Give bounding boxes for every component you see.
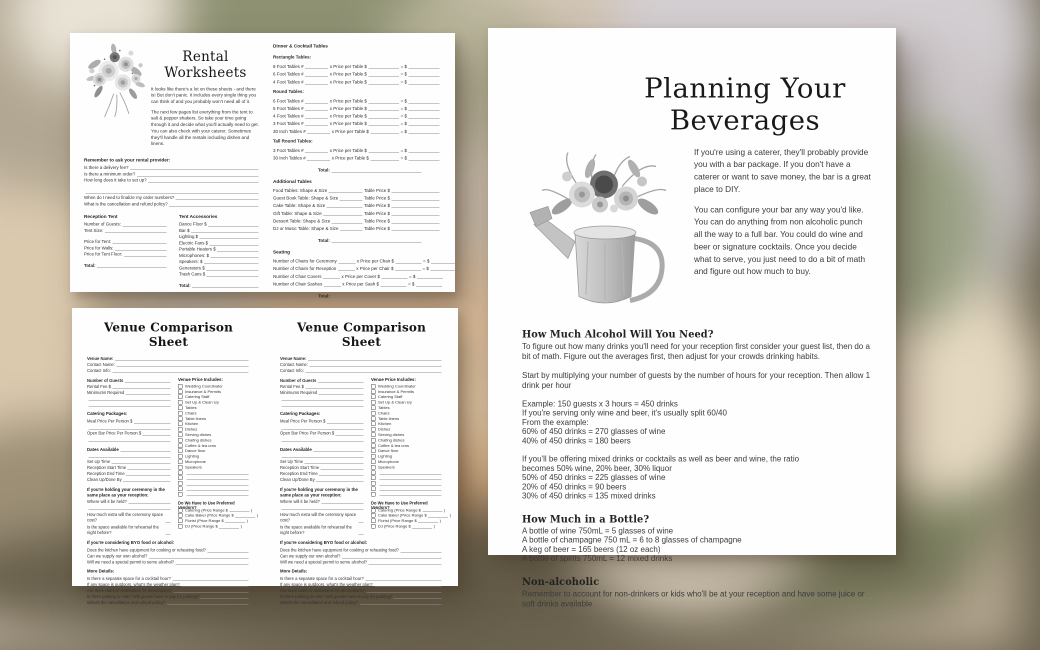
- form-line: Contact Info:: [280, 367, 443, 373]
- checkbox-row: Chafing dishes: [371, 437, 443, 442]
- form-line: What's the cancellation and refund policy?: [280, 599, 443, 605]
- form-line: Speakers: $: [179, 258, 260, 264]
- checkbox-row: Dishes: [371, 427, 443, 432]
- checkbox-icon: [371, 508, 376, 513]
- checkbox-icon: [371, 519, 376, 524]
- venue-right-column: Venue Price Includes: Wedding Coordinator Insurance & Permits Catering Staff Set Up & Clean Up Tables Chairs Table linens Kitchen Dishes Serving dishes Chafing dishes Coffee & tea urns Dance floor Lighting Microphone Speakers Do We Have to Use Preferred Vendors? Catering (Price Range $ ) Cake Baker (Price Range $ ) Florist (Price Range $ ) DJ (Price Range $ ): [371, 377, 452, 529]
- section-heading: How Much Alcohol Will You Need?: [522, 328, 714, 340]
- checkbox-icon: [178, 389, 183, 394]
- table-row: 8 Foot Tables # x Price per Table $ = $: [273, 62, 441, 70]
- table-row: Gift Table: Shape & Size Table Price $: [273, 208, 441, 216]
- form-line: [87, 452, 172, 458]
- checkbox-icon: [178, 400, 183, 405]
- form-line: When do I need to finalize my order numbers?: [84, 194, 260, 200]
- checkbox-row: DJ (Price Range $ ): [178, 524, 250, 529]
- venue-right-column: Venue Price Includes: Wedding Coordinator Insurance & Permits Catering Staff Set Up & Clean Up Tables Chairs Table linens Kitchen Dishes Serving dishes Chafing dishes Coffee & tea urns Dance floor Lighting Microphone Speakers Do We Have to Use Preferred Vendors? Catering (Price Range $ ) Cake Baker (Price Range $ ) Florist (Price Range $ ) DJ (Price Range $ ): [178, 377, 259, 529]
- form-line: Reception Start Time: [87, 464, 172, 470]
- form-line: Is there parking on site? Will guests have to pay for parking?: [87, 593, 250, 599]
- table-row: DJ or Music Table: Shape & Size Table Price $: [273, 223, 441, 231]
- checkbox-icon: [371, 416, 376, 421]
- beverages-hero: [522, 146, 871, 316]
- rental-header: [84, 43, 260, 151]
- checkbox-row: Kitchen: [371, 421, 443, 426]
- form-line: Rental Fee $: [87, 383, 172, 389]
- checkbox-icon: [178, 416, 183, 421]
- mixed-drinks-block: If you'll be offering mixed drinks or cocktails as well as beer and wine, the ratio becomes 50% wine, 20% beer, 30% liquor 50% of 450 drinks = 225 glasses of wine 20% of 450 drinks = 90 beers 30% of 450 drinks = 135 mixed drinks: [522, 455, 800, 501]
- table-row: 3 Foot Tables # x Price per Table $ = $: [273, 119, 441, 127]
- form-line: Open Bar Price Per Person $: [87, 430, 172, 436]
- checkbox-row: Catering Staff: [371, 394, 443, 399]
- form-line: Meal Price Per Person $: [87, 418, 172, 424]
- checkbox-icon: [178, 470, 183, 475]
- checkbox-row: Serving dishes: [178, 432, 250, 437]
- form-line: Tent Size:: [84, 227, 168, 233]
- form-line: Open Bar Price Per Person $: [280, 430, 365, 436]
- form-line: [87, 436, 172, 442]
- checkbox-row: [178, 486, 250, 491]
- venue-bottom-section: If you're considering BYO food or alcohol: Does the kitchen have equipment for cooking or reheating food? Can we supply our own alcohol? Will we need a special permit to serve alcohol? More Details: Is there a separate space for a cocktail hour? If any space is outdoors, what's the weather plan? Are there rules or restrictions for decorations? Is there parking on site? Will guests have to pay for parking? What's the cancellation and refund policy?: [280, 540, 443, 605]
- checkbox-icon: [178, 438, 183, 443]
- checkbox-icon: [178, 443, 183, 448]
- table-row: Food Tables: Shape & Size Table Price $: [273, 185, 441, 193]
- total-line: Total:: [179, 282, 260, 288]
- form-line: Reception Start Time: [280, 464, 365, 470]
- checkbox-icon: [371, 481, 376, 486]
- checkbox-icon: [178, 476, 183, 481]
- checkbox-row: Set Up & Clean Up: [371, 400, 443, 405]
- form-line: Price for Tent:: [84, 238, 168, 244]
- form-line: Set Up Time: [87, 458, 172, 464]
- checkbox-row: [178, 475, 250, 480]
- form-line: Is the space available for rehearsal the night before?: [87, 525, 172, 536]
- form-line: Will we need a special permit to serve alcohol?: [280, 559, 443, 565]
- form-line: Is there a delivery fee?: [84, 164, 260, 170]
- form-line: What is the cancellation and refund policy?: [84, 200, 260, 206]
- form-line: Can we supply our own alcohol?: [280, 553, 443, 559]
- form-line: If any space is outdoors, what's the weather plan?: [280, 581, 443, 587]
- form-line: Is there a separate space for a cocktail hour?: [280, 575, 443, 581]
- venue-columns: [87, 377, 259, 535]
- venue-sheet: [72, 308, 265, 606]
- checkbox-row: Coffee & tea urns: [178, 443, 250, 448]
- form-line: Clean Up/Done By: [87, 476, 172, 482]
- form-line: Where will it be held?: [87, 498, 172, 504]
- checkbox-row: Microphone: [371, 459, 443, 464]
- form-line: Contact Name:: [87, 361, 250, 367]
- table-row: 3 Foot Tables # x Price per Table $ = $: [273, 145, 441, 153]
- checkbox-row: [178, 491, 250, 496]
- beverages-page-content: [488, 28, 896, 609]
- table-row: 4 Foot Tables # x Price per Table $ = $: [273, 111, 441, 119]
- reception-tent-section: Reception Tent Number of Guests: Tent Size: Price for Tent: Price for Walls: Price for Tent Floor: Total:: [84, 213, 168, 288]
- checkbox-icon: [371, 384, 376, 389]
- form-line: Portable Heaters $: [179, 245, 260, 251]
- form-line: Lighting $: [179, 233, 260, 239]
- checkbox-icon: [178, 406, 183, 411]
- section-heading: Remember to ask your rental provider:: [84, 156, 171, 163]
- form-line: Venue Name:: [280, 355, 443, 361]
- checkbox-icon: [371, 443, 376, 448]
- checkbox-row: Lighting: [371, 454, 443, 459]
- checkbox-icon: [371, 524, 376, 529]
- checkbox-icon: [178, 465, 183, 470]
- table-row: 5 Foot Tables # x Price per Table $ = $: [273, 103, 441, 111]
- form-line: Price for Walls:: [84, 244, 168, 250]
- checkbox-row: Catering (Price Range $ ): [371, 507, 443, 512]
- form-line: Is there a minimum order?: [84, 170, 260, 176]
- checkbox-icon: [178, 433, 183, 438]
- rental-page-content: [70, 33, 455, 299]
- beverages-page: [488, 28, 896, 609]
- table-row: Number of Chairs for Reception x Price per Chair $ = $: [273, 264, 441, 272]
- checkbox-row: Dishes: [178, 427, 250, 432]
- section-heading: How Much in a Bottle?: [522, 513, 650, 525]
- table-row: Number of Chair Sashes x Price per Sash $ = $: [273, 279, 441, 287]
- checkbox-row: Wedding Coordinator: [178, 384, 250, 389]
- table-row: Number of Chair Covers x Price per Cover $ = $: [273, 271, 441, 279]
- form-line: Will we need a special permit to serve alcohol?: [87, 559, 250, 565]
- checkbox-icon: [178, 411, 183, 416]
- form-line: Reception End Time: [280, 470, 365, 476]
- form-line: Rental Fee $: [280, 383, 365, 389]
- venue-left-column: Number of Guests Rental Fee $ Minimums Required Catering Packages: Meal Price Per Person $ Open Bar Price Per Person $ Dates Available Set Up Time Reception Start Time Reception End Time Clean Up/Done By If you're holding your ceremony in the same place as your reception: Where will it be held? How much extra will the ceremony space cost? Is the space available for rehearsal the night before?: [280, 377, 365, 535]
- checkbox-icon: [178, 395, 183, 400]
- checkbox-icon: [371, 465, 376, 470]
- form-line: Number of Guests: [87, 377, 172, 383]
- form-line: Does the kitchen have equipment for cooking or reheating food?: [87, 547, 250, 553]
- form-line: Number of Guests:: [84, 220, 168, 226]
- form-line: Set Up Time: [280, 458, 365, 464]
- table-row: Number of Chairs for Ceremony x Price per Chair $ = $: [273, 256, 441, 264]
- tent-columns: [84, 213, 260, 288]
- table-row: Guest Book Table: Shape & Size Table Price $: [273, 193, 441, 201]
- checkbox-row: Set Up & Clean Up: [178, 400, 250, 405]
- checkbox-icon: [371, 460, 376, 465]
- beverages-body: How Much Alcohol Will You Need? To figure out how many drinks you'll need for your reception first consider your guest list, then do a bit of math. Figure out the averages first, then adjust for your crowds drinking habits. Start by multiplying your number of guests by the number of hours for your reception. Then allow 1 drink per hour Example: 150 guests x 3 hours = 450 drinks If you're serving only wine and beer, it's usually split 60/40 From the example: 60% of 450 drinks = 270 glasses of wine 40% of 450 drinks = 180 beers If you'll be offering mixed drinks or cocktails as well as beer and wine, the ratio becomes 50% wine, 20% beer, 30% liquor 50% of 450 drinks = 225 glasses of wine 20% of 450 drinks = 90 beers 30% of 450 drinks = 135 mixed drinks How Much in a Bottle? A bottle of wine 750mL = 5 glasses of wine A bottle of champagne 750 mL = 6 to 8 glasses of champagne A keg of beer = 165 beers (12 oz each) A bottle of spirits 750mL = 12 mixed drinks Non-alcoholic Remember to account for non-drinkers or kids who'll be at your reception and have some juice or soft drinks available: [522, 328, 878, 609]
- table-row: 30 Inch Tables # x Price per Table $ = $: [273, 153, 441, 161]
- form-line: Meal Price Per Person $: [280, 418, 365, 424]
- checkbox-icon: [178, 422, 183, 427]
- page-title: Rental Worksheets: [164, 49, 247, 81]
- bottle-block: A bottle of wine 750mL = 5 glasses of wine A bottle of champagne 750 mL = 6 to 8 glasses of champagne A keg of beer = 165 beers (12 oz each) A bottle of spirits 750mL = 12 mixed drinks: [522, 526, 742, 564]
- checkbox-icon: [178, 384, 183, 389]
- form-line: Where will it be held?: [280, 498, 365, 504]
- checkbox-icon: [371, 433, 376, 438]
- checkbox-row: DJ (Price Range $ ): [371, 524, 443, 529]
- checkbox-icon: [178, 460, 183, 465]
- rental-title-block: [148, 43, 260, 151]
- checkbox-row: Tables: [371, 405, 443, 410]
- checkbox-row: Florist (Price Range $ ): [178, 518, 250, 523]
- checkbox-row: Catering Staff: [178, 394, 250, 399]
- form-line: Microphones: $: [179, 252, 260, 258]
- form-line: Clean Up/Done By: [280, 476, 365, 482]
- form-line: If any space is outdoors, what's the weather plan?: [87, 581, 250, 587]
- total-line: Total:: [318, 165, 423, 173]
- checkbox-row: Catering (Price Range $ ): [178, 507, 250, 512]
- table-row: 30 Inch Tables # x Price per Table $ = $: [273, 126, 441, 134]
- checkbox-row: Chairs: [178, 410, 250, 415]
- page-title: Venue Comparison Sheet: [296, 320, 427, 349]
- checkbox-row: Table linens: [371, 416, 443, 421]
- checkbox-row: [371, 486, 443, 491]
- section-heading: Non-alcoholic: [522, 575, 600, 588]
- form-line: Are there rules or restrictions for decorations?: [87, 587, 250, 593]
- checkbox-row: Speakers: [371, 464, 443, 469]
- checkbox-row: Tables: [178, 405, 250, 410]
- checkbox-icon: [178, 508, 183, 513]
- checkbox-icon: [371, 438, 376, 443]
- form-line: Contact Name:: [280, 361, 443, 367]
- form-line: Venue Name:: [87, 355, 250, 361]
- form-line: [87, 504, 172, 510]
- venue-comparison-page: [72, 308, 458, 606]
- checkbox-row: [371, 470, 443, 475]
- venue-page-content: [72, 308, 458, 606]
- checkbox-row: Chairs: [371, 410, 443, 415]
- checkbox-row: Florist (Price Range $ ): [371, 518, 443, 523]
- checkbox-row: Insurance & Permits: [178, 389, 250, 394]
- checkbox-icon: [371, 427, 376, 432]
- checkbox-row: Table linens: [178, 416, 250, 421]
- checkbox-icon: [178, 427, 183, 432]
- form-line: How much extra will the ceremony space cost?: [87, 512, 172, 523]
- checkbox-icon: [371, 406, 376, 411]
- total-line: Total:: [318, 236, 423, 244]
- form-line: Is there parking on site? Will guests have to pay for parking?: [280, 593, 443, 599]
- checkbox-row: Speakers: [178, 464, 250, 469]
- rental-left-column: [84, 43, 260, 288]
- checkbox-icon: [371, 454, 376, 459]
- venue-left-column: Number of Guests Rental Fee $ Minimums Required Catering Packages: Meal Price Per Person $ Open Bar Price Per Person $ Dates Available Set Up Time Reception Start Time Reception End Time Clean Up/Done By If you're holding your ceremony in the same place as your reception: Where will it be held? How much extra will the ceremony space cost? Is the space available for rehearsal the night before?: [87, 377, 172, 535]
- form-line: [280, 436, 365, 442]
- checkbox-row: Chafing dishes: [178, 437, 250, 442]
- table-row: 6 Foot Tables # x Price per Table $ = $: [273, 96, 441, 104]
- beverages-intro: If you're using a caterer, they'll probably provide you with a bar package. If you don't have a caterer or want to save money, the bar is a great place to DIY. You can configure your bar any way you'd like. You can do anything from non alcoholic punch all the way to a full bar. You could do wine and beer or signature cocktails. Once you decide what to serve, you just need to do a bit of math and figure out how much to buy.: [694, 147, 871, 277]
- checkbox-row: Microphone: [178, 459, 250, 464]
- checkbox-icon: [178, 449, 183, 454]
- form-line: Does the kitchen have equipment for cooking or reheating food?: [280, 547, 443, 553]
- checkbox-row: Insurance & Permits: [371, 389, 443, 394]
- checkbox-row: Serving dishes: [371, 432, 443, 437]
- form-line: [280, 401, 365, 407]
- form-line: Minimums Required: [280, 389, 365, 395]
- checkbox-row: Dance floor: [178, 448, 250, 453]
- checkbox-row: Cake Baker (Price Range $ ): [371, 513, 443, 518]
- form-line: Is there a separate space for a cocktail hour?: [87, 575, 250, 581]
- checkbox-row: Cake Baker (Price Range $ ): [178, 513, 250, 518]
- rental-intro: It looks like there's a lot on these sheets - and there is! But don't panic. It includes every single thing you can think of and you probably won't need all of it. The next few pages list everything from the tent to salt & pepper shakers. So take your time going through it and decide what you'll actually need to get. You can also check with your caterer. Sometimes they'll handle all the rentals including dishes and linens.: [151, 86, 259, 147]
- table-row: 6 Foot Tables # x Price per Table $ = $: [273, 69, 441, 77]
- checkbox-row: Wedding Coordinator: [371, 384, 443, 389]
- checkbox-icon: [178, 524, 183, 529]
- example-block: Example: 150 guests x 3 hours = 450 drinks If you're serving only wine and beer, it's usually split 60/40 From the example: 60% of 450 drinks = 270 glasses of wine 40% of 450 drinks = 180 beers: [522, 399, 727, 446]
- checkbox-icon: [178, 454, 183, 459]
- section-heading: If you're holding your ceremony in the same place as your reception:: [280, 487, 358, 498]
- checkbox-icon: [178, 481, 183, 486]
- checkbox-icon: [371, 476, 376, 481]
- form-line: Electric Fans $: [179, 239, 260, 245]
- checkbox-row: Kitchen: [178, 421, 250, 426]
- checkbox-row: [371, 475, 443, 480]
- section-heading: If you're holding your ceremony in the same place as your reception:: [87, 487, 165, 498]
- checkbox-icon: [371, 422, 376, 427]
- checkbox-icon: [371, 487, 376, 492]
- total-line: Total:: [318, 291, 423, 299]
- checkbox-icon: [371, 389, 376, 394]
- tent-accessories-section: Tent Accessories Dance Floor $ Bar $ Lighting $ Electric Fans $ Portable Heaters $ Microphones: $ Speakers: $ Generators $ Trash Cans $ Total:: [179, 213, 260, 288]
- checkbox-icon: [371, 400, 376, 405]
- form-line: Are there rules or restrictions for decorations?: [280, 587, 443, 593]
- form-line: Price for Tent Floor:: [84, 250, 168, 256]
- form-line: [280, 504, 365, 510]
- checkbox-row: Coffee & tea urns: [371, 443, 443, 448]
- rental-right-column: Dinner & Cocktail Tables Rectangle Tables: 8 Foot Tables # x Price per Table $ = $ 6 Foot Tables # x Price per Table $ = $ 4 Foot Tables # x Price per Table $ = $ Round Tables: 6 Foot Tables # x Price per Table $ = $ 5 Foot Tables # x Price per Table $ = $ 4 Foot Tables # x Price per Table $ = $ 3 Foot Tables # x Price per Table $ = $ 30 Inch Tables # x Price per Table $ = $ Tall Round Tables: 3 Foot Tables # x Price per Table $ = $ 30 Inch Tables # x Price per Table $ = $ Total: Additional Tables Food Tables: Shape & Size Table Price $ Guest Book Table: Shape & Size Table Price $ Cake Table: Shape & Size Table Price $ Gift Table: Shape & Size Table Price $ Dessert Table: Shape & Size Table Price $ DJ or Music Table: Shape & Size Table Price $ Total: Seating Number of Chairs for Ceremony x Price per Chair $ = $ Number of Chairs for Reception x Price per Chair $ = $ Number of Chair Covers x Price per Cover $ = $ Number of Chair Sashes x Price per Sash $ = $ Total:: [273, 43, 441, 282]
- page-title: Planning Your Beverages: [644, 72, 846, 137]
- checkbox-icon: [371, 411, 376, 416]
- checkbox-row: [371, 481, 443, 486]
- form-line: Number of Guests: [280, 377, 365, 383]
- form-line: [87, 424, 172, 430]
- form-line: Contact Info:: [87, 367, 250, 373]
- form-line: [280, 424, 365, 430]
- checkbox-icon: [371, 470, 376, 475]
- checkbox-icon: [178, 487, 183, 492]
- checkbox-icon: [178, 492, 183, 497]
- checkbox-icon: [178, 513, 183, 518]
- form-line: Dance Floor $: [179, 220, 260, 226]
- checkbox-icon: [371, 492, 376, 497]
- form-line: [84, 188, 260, 194]
- venue-bottom-section: If you're considering BYO food or alcohol: Does the kitchen have equipment for cooking or reheating food? Can we supply our own alcohol? Will we need a special permit to serve alcohol? More Details: Is there a separate space for a cocktail hour? If any space is outdoors, what's the weather plan? Are there rules or restrictions for decorations? Is there parking on site? Will guests have to pay for parking? What's the cancellation and refund policy?: [87, 540, 250, 605]
- checkbox-row: [178, 481, 250, 486]
- form-line: Reception End Time: [87, 470, 172, 476]
- form-line: Minimums Required: [87, 389, 172, 395]
- form-line: [280, 452, 365, 458]
- form-line: Trash Cans $: [179, 270, 260, 276]
- venue-sheet: [265, 308, 458, 606]
- checkbox-row: [178, 470, 250, 475]
- page-title: Venue Comparison Sheet: [103, 320, 234, 349]
- form-line: [87, 395, 172, 401]
- form-line: How long does it take to set up?: [84, 176, 260, 182]
- form-line: What's the cancellation and refund policy?: [87, 599, 250, 605]
- table-row: Cake Table: Shape & Size Table Price $: [273, 201, 441, 209]
- form-line: [280, 395, 365, 401]
- checkbox-row: Lighting: [178, 454, 250, 459]
- checkbox-icon: [178, 519, 183, 524]
- table-row: Dessert Table: Shape & Size Table Price $: [273, 216, 441, 224]
- form-line: Can we supply our own alcohol?: [87, 553, 250, 559]
- table-row: 4 Foot Tables # x Price per Table $ = $: [273, 77, 441, 85]
- rental-provider-questions: [84, 157, 260, 207]
- form-line: How much extra will the ceremony space cost?: [280, 512, 365, 523]
- form-line: Bar $: [179, 227, 260, 233]
- checkbox-row: Dance floor: [371, 448, 443, 453]
- total-line: Total:: [84, 262, 168, 268]
- form-line: Is the space available for rehearsal the night before?: [280, 525, 365, 536]
- rental-worksheets-page: [70, 33, 455, 299]
- watering-can-illustration: [522, 146, 682, 316]
- venue-columns: [280, 377, 452, 535]
- checkbox-row: [371, 491, 443, 496]
- checkbox-icon: [371, 513, 376, 518]
- form-line: [87, 401, 172, 407]
- floral-bouquet-illustration: [84, 43, 148, 119]
- form-line: Generators $: [179, 264, 260, 270]
- checkbox-icon: [371, 395, 376, 400]
- checkbox-icon: [371, 449, 376, 454]
